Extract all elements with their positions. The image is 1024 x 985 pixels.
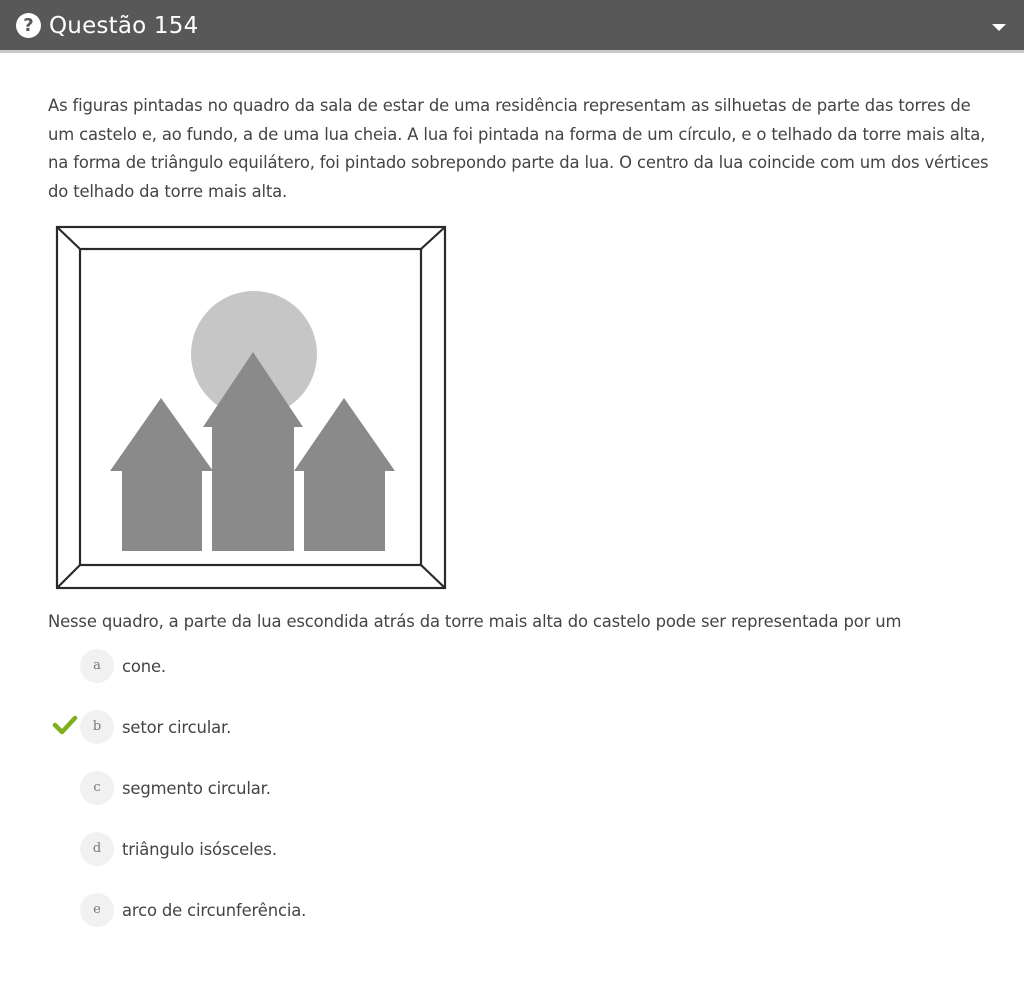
answer-option-e[interactable] [80,893,306,927]
option-text: cone. [122,656,166,676]
question-prompt: Nesse quadro, a parte da lua escondida atrás da torre mais alta do castelo pode ser representada por um [48,612,902,631]
answer-option-c[interactable] [80,771,271,805]
option-letter-badge: b [80,710,114,744]
option-letter-badge: e [80,893,114,927]
option-letter-badge: a [80,649,114,683]
question-header[interactable] [0,0,1024,53]
checkmark-icon [52,715,78,735]
option-text: triângulo isósceles. [122,839,277,859]
option-letter-badge: d [80,832,114,866]
option-text: setor circular. [122,717,232,737]
castle-towers [110,352,395,551]
castle-painting-figure [54,224,448,591]
help-circle-icon: ? [16,13,41,38]
question-statement: As figuras pintadas no quadro da sala de estar de uma residência representam as silhuetas de parte das torres de um castelo e, ao fundo, a de uma lua cheia. A lua foi pintada na forma de um círculo, e o telhado da torre mais alta, na forma de triângulo equilátero, foi pintado sobrepondo parte da lua. O centro da lua coincide com um dos vértices do telhado da torre mais alta. [48,96,989,201]
option-text: arco de circunferência. [122,900,307,920]
option-text: segmento circular. [122,778,271,798]
right-tower [294,398,395,551]
answer-option-d[interactable] [80,832,277,866]
option-letter-badge: c [80,771,114,805]
caret-down-icon[interactable] [992,24,1006,31]
left-tower [110,398,213,551]
question-title: Questão 154 [49,13,199,39]
answer-option-a[interactable] [80,649,166,683]
answer-option-b[interactable] [80,710,231,744]
